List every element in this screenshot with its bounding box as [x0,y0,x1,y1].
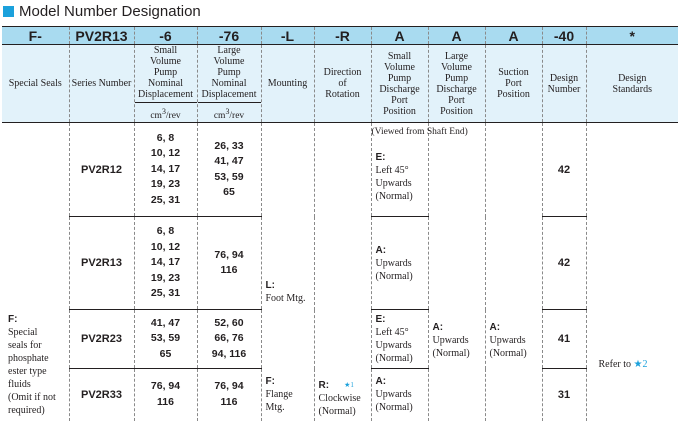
code-standards: * [586,27,678,45]
design-cell: 31 [542,369,586,421]
large-disp-cell [197,217,261,310]
text-line: 25, 31 [150,287,181,300]
text-line: 10, 12 [150,240,181,253]
text-line: Small [153,45,178,56]
text-line: Left 45° [375,327,409,339]
desc-large-disp: Large Volume Pump Nominal Displacement $cm^3$/rev [197,45,261,123]
text-line: 52, 60 [214,316,244,329]
mounting-l-cell: L: Foot Mtg. [261,123,314,310]
text-line: Displacement [201,89,257,100]
viewed-note: (Viewed from Shaft End) [371,127,468,138]
text-line: 19, 23 [150,271,181,284]
text-line: Nominal [148,78,183,89]
text-line: 41, 47 [214,155,244,168]
text-line: ester type [8,365,47,377]
mounting-f-cell: F: Flange Mtg. [261,310,314,421]
text-line: Number [547,83,581,95]
desc-mounting: Mounting [261,45,314,123]
desc-large-port [428,45,485,123]
text-line: 76, 94 [214,248,244,261]
text-line: 94, 116 [211,347,247,360]
text-line: seals for [8,339,42,351]
text-line: of [338,78,347,90]
code-design: -40 [542,27,586,45]
series-cell: PV2R13 [69,217,134,310]
text-line: Port [448,94,465,106]
text-line: Upwards [432,335,469,347]
small-disp-cell [134,123,197,217]
code-rotation: -R [314,27,371,45]
code-small-port: A [371,27,428,45]
text-line: Pump [153,67,178,78]
series-cell: PV2R23 [69,310,134,369]
small-disp-cell [134,217,197,310]
design-cell: 42 [542,217,586,310]
text-line: Special [8,326,38,338]
code-seals: F- [2,27,69,45]
small-port-cell: (Viewed from Shaft End) E: Left 45° Upwards (Normal) [371,123,428,217]
text-line: (Normal) [375,191,413,203]
text-line: 76, 94 [214,380,244,393]
text-line: Upwards [489,335,526,347]
text-line: Suction [498,67,529,79]
text-line: 116 [220,395,238,408]
small-disp-cell [134,310,197,369]
text-line: Left 45° [375,165,409,177]
text-line: Position [383,105,416,117]
text-line: 25, 31 [150,193,181,206]
large-disp-cell [197,123,261,217]
text-line: 41, 47 [150,316,181,329]
text-line: Displacement [138,89,193,100]
text-line: Port [391,94,408,106]
text-line: 116 [157,395,174,408]
text-line: Flange [265,388,293,400]
text-line: Nominal [211,78,247,89]
text-line: required) [8,404,45,416]
code-large-port: A [428,27,485,45]
text-line: Port [505,78,522,90]
code-series: PV2R13 [69,27,134,45]
text-line: Discharge [436,83,477,95]
text-line: Upwards [375,340,412,352]
text-line: (Normal) [489,348,527,360]
text-line: Direction [323,67,362,79]
title-square-icon [3,6,14,17]
text-line: Position [440,105,473,117]
text-line: 53, 59 [150,332,181,345]
text-line: (Omit if not [8,391,56,403]
text-line: phosphate [8,352,49,364]
page-title [2,1,201,21]
text-line: Volume [150,56,181,67]
desc-suction [485,45,542,123]
text-line: Volume [384,61,415,73]
text-line: Design [618,72,647,84]
header-code-row [2,27,678,45]
text-line: Standards [612,83,652,95]
code-suction: A [485,27,542,45]
desc-seals: Special Seals [2,45,69,123]
text-line: fluids [8,378,31,390]
code-small-disp: -6 [134,27,197,45]
text-line: (Normal) [432,348,470,360]
code-large-disp: -76 [197,27,261,45]
small-port-cell: A: Upwards (Normal) [371,369,428,421]
text-line: 14, 17 [150,256,181,269]
small-disp-cell [134,369,197,421]
text-line: 26, 33 [214,139,244,152]
text-line: 65 [223,186,235,199]
text-line: 10, 12 [150,147,181,160]
design-cell: 42 [542,123,586,217]
text-line: 76, 94 [150,380,181,393]
suction-cell: A: Upwards (Normal) [485,123,542,421]
text-line: Pump [444,72,469,84]
text-line: Volume [213,56,245,67]
text-line: Large [217,45,241,56]
text-line: Small [387,50,412,62]
text-line: Position [497,89,530,101]
text-line: 6, 8 [156,225,175,238]
text-line: 66, 76 [214,332,244,345]
text-line: Discharge [379,83,420,95]
code-mounting: -L [261,27,314,45]
header-desc-row [2,45,678,123]
desc-standards [586,45,678,123]
text-line: Upwards [375,257,412,269]
text-line: Mtg. [265,401,285,413]
text-line: 65 [159,347,172,360]
text-line: Pump [387,72,412,84]
seals-cell: F: Special seals for phosphate ester type fluids (Omit if not required) [2,123,69,421]
text-line: Rotation [325,89,360,101]
small-port-cell: E: Left 45° Upwards (Normal) [371,310,428,369]
text-line: Volume [441,61,472,73]
design-cell: 41 [542,310,586,369]
table-row [2,123,678,217]
text-line: Pump [217,67,241,78]
text-line: Upwards [375,389,412,401]
text-line: 19, 23 [150,178,181,191]
text-line: 53, 59 [214,170,244,183]
text-line: (Normal) [375,353,413,365]
desc-small-port [371,45,428,123]
desc-small-disp: Small Volume Pump Nominal Displacement $cm^3$/rev [134,45,197,123]
desc-series: Series Number [69,45,134,123]
text-line: Large [444,50,469,62]
model-number-table [2,26,678,421]
text-line: 14, 17 [150,162,181,175]
text-line: (Normal) [318,406,356,418]
standards-cell: Refer to ★2 [598,359,648,371]
desc-rotation [314,45,371,123]
large-port-cell: A: Upwards (Normal) [428,123,485,421]
desc-design [542,45,586,123]
series-cell: PV2R33 [69,369,134,421]
text-line: Upwards [375,178,412,190]
text-line: 116 [220,264,238,277]
series-cell: PV2R12 [69,123,134,217]
text-line: Design [549,72,579,84]
rotation-cell: R: $^{★1}$ Clockwise (Normal) [314,123,371,421]
text-line: (Normal) [375,270,413,282]
large-disp-cell [197,310,261,369]
title-text: Model Number Designation [19,2,201,20]
text-line: Clockwise [318,393,361,405]
small-port-cell: A: Upwards (Normal) [371,217,428,310]
text-line: (Normal) [375,402,413,414]
large-disp-cell [197,369,261,421]
text-line: 6, 8 [156,131,175,144]
